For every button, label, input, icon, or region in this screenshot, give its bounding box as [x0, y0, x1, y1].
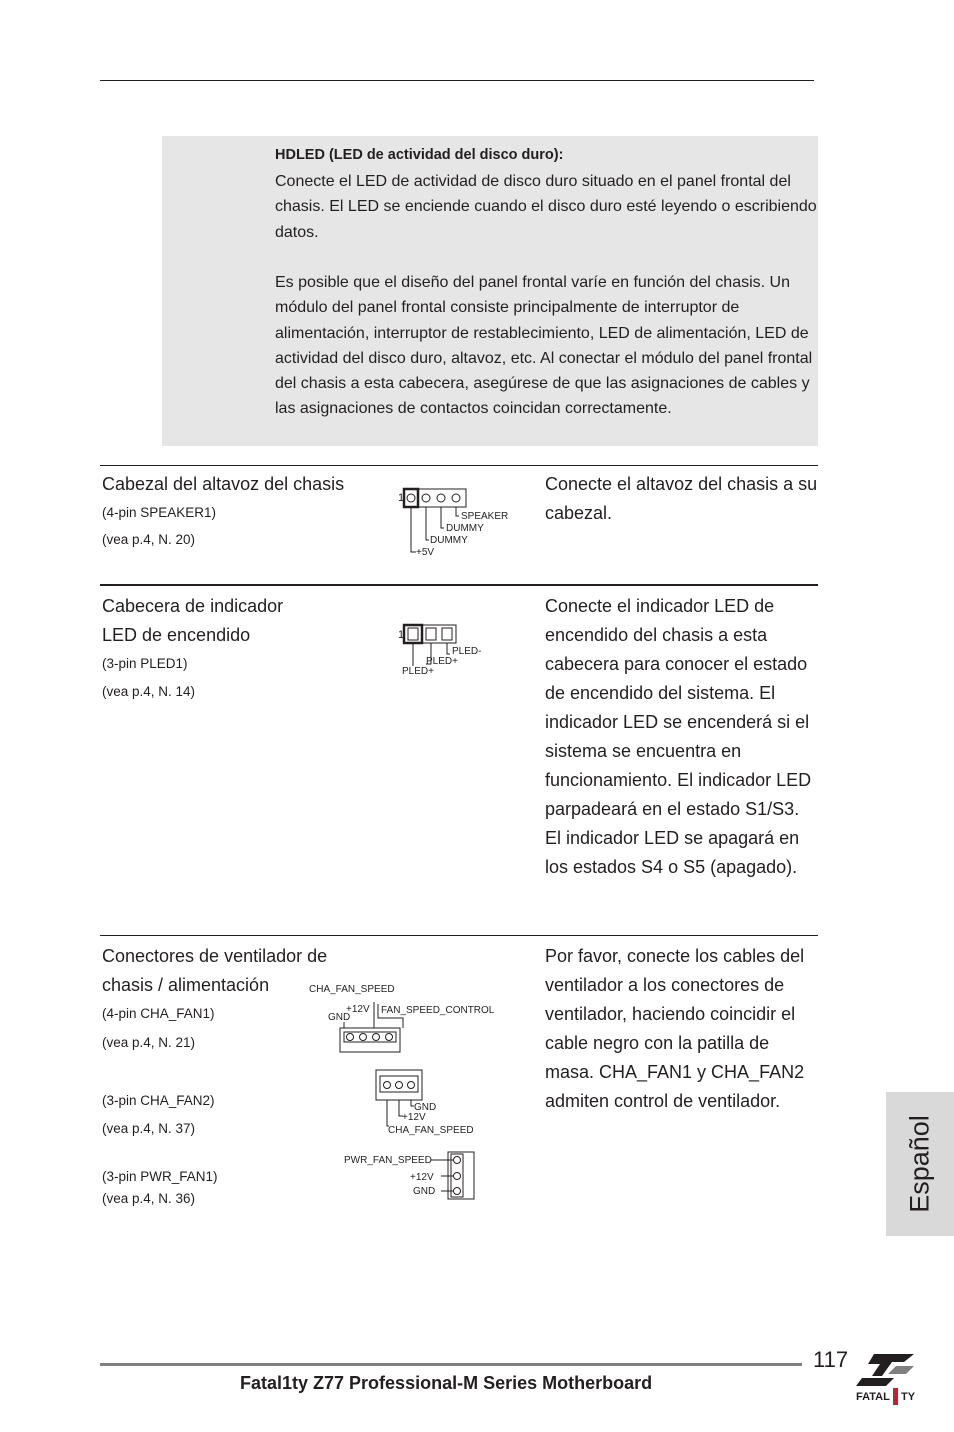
- power-led-header-diagram: [396, 620, 486, 678]
- footer-bar: [100, 1363, 802, 1366]
- language-tab: [886, 1092, 954, 1236]
- speaker-header-diagram: [396, 484, 526, 560]
- svg-text:FAN_SPEED_CONTROL: FAN_SPEED_CONTROL: [381, 1005, 495, 1016]
- powerled-description: Conecte el indicador LED de encendido del chasis a esta cabecera para conocer el estado de encendido del sistema. El indicador LED se encenderá si el sistema se encuentra en funcionamiento. El indicador LED parpadeará en el estado S1/S3. El indicador LED se apagará en los estados S4 o S5 (apagado).: [545, 596, 812, 877]
- cha-fan2-header-diagram: [370, 1066, 485, 1138]
- fans-ref-cha-fan1: (vea p.4, N. 21): [102, 1035, 196, 1050]
- fans-pin-cha-fan1: (4-pin CHA_FAN1): [102, 1006, 215, 1021]
- svg-text:GND: GND: [414, 1102, 437, 1113]
- svg-text:1: 1: [398, 492, 405, 504]
- svg-text:GND: GND: [328, 1012, 351, 1023]
- svg-text:CHA_FAN_SPEED: CHA_FAN_SPEED: [309, 984, 395, 995]
- fatal1ty-logo: [852, 1350, 932, 1410]
- svg-text:1: 1: [398, 629, 405, 641]
- fans-description: Por favor, conecte los cables del ventilador a los conectores de ventilador, haciendo coincidir el cable negro con la patilla de masa. CHA_FAN1 y CHA_FAN2 admiten control de ventilador.: [545, 946, 805, 1111]
- fans-title-line2: chasis / alimentación: [102, 975, 270, 995]
- page-number: 117: [813, 1347, 849, 1372]
- hdled-paragraph-2: Es posible que el diseño del panel frontal varíe en función del chasis. Un módulo del panel frontal consiste principalmente de interruptor de alimentación, interruptor de restablecimiento, LED de alimentación, LED de actividad del disco duro, altavoz, etc. Al conectar el módulo del panel frontal del chasis a esta cabecera, asegúrese de que las asignaciones de cables y las asignaciones de contactos coincidan correctamente.: [275, 274, 813, 418]
- hdled-title: HDLED (LED de actividad del disco duro):: [275, 147, 564, 163]
- speaker-ref: (vea p.4, N. 20): [102, 532, 196, 547]
- section-separator: [100, 465, 818, 466]
- svg-text:TY: TY: [901, 1391, 916, 1403]
- footer-title: Fatal1ty Z77 Professional-M Series Motherboard: [240, 1373, 653, 1393]
- svg-text:PLED+: PLED+: [402, 666, 434, 677]
- top-rule: [100, 80, 814, 81]
- powerled-title-line1: Cabecera de indicador: [102, 596, 284, 616]
- speaker-pin: (4-pin SPEAKER1): [102, 505, 217, 520]
- fans-title-line1: Conectores de ventilador de: [102, 946, 328, 966]
- fans-ref-pwr-fan1: (vea p.4, N. 36): [102, 1191, 196, 1206]
- speaker-description: Conecte el altavoz del chasis a su cabezal.: [545, 474, 818, 523]
- svg-text:PLED-: PLED-: [452, 646, 482, 657]
- fans-ref-cha-fan2: (vea p.4, N. 37): [102, 1121, 196, 1136]
- svg-text:+12V: +12V: [346, 1004, 370, 1015]
- cha-fan1-header-diagram: [300, 978, 515, 1058]
- pwr-fan1-header-diagram: [340, 1148, 480, 1204]
- svg-text:GND: GND: [413, 1186, 436, 1197]
- svg-text:CHA_FAN_SPEED: CHA_FAN_SPEED: [388, 1125, 474, 1136]
- powerled-pin: (3-pin PLED1): [102, 656, 188, 671]
- svg-text:FATAL: FATAL: [856, 1391, 890, 1403]
- powerled-ref: (vea p.4, N. 14): [102, 684, 196, 699]
- svg-text:+12V: +12V: [410, 1172, 434, 1183]
- svg-text:PLED+: PLED+: [426, 656, 458, 667]
- svg-text:DUMMY: DUMMY: [430, 535, 468, 546]
- svg-text:DUMMY: DUMMY: [446, 523, 484, 534]
- powerled-title-line2: LED de encendido: [102, 625, 251, 645]
- speaker-title: Cabezal del altavoz del chasis: [102, 474, 345, 494]
- section-separator: [100, 584, 818, 586]
- svg-text:+12V: +12V: [402, 1112, 426, 1123]
- fans-pin-cha-fan2: (3-pin CHA_FAN2): [102, 1093, 215, 1108]
- section-separator: [100, 935, 818, 936]
- fans-pin-pwr-fan1: (3-pin PWR_FAN1): [102, 1169, 218, 1184]
- svg-text:+5V: +5V: [416, 547, 435, 558]
- hdled-paragraph-1: Conecte el LED de actividad de disco duro situado en el panel frontal del chasis. El LED se enciende cuando el disco duro esté leyendo o escribiendo datos.: [275, 173, 817, 241]
- svg-text:SPEAKER: SPEAKER: [461, 511, 509, 522]
- language-tab-label: Español: [904, 1115, 935, 1213]
- svg-text:PWR_FAN_SPEED: PWR_FAN_SPEED: [344, 1155, 432, 1166]
